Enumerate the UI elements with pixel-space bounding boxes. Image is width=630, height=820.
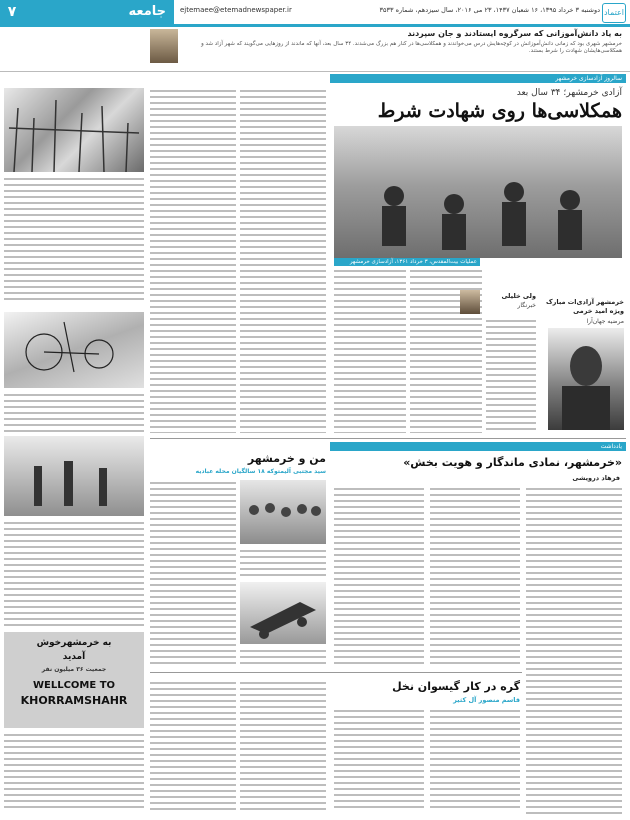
feature3-divider [150, 672, 522, 673]
wreck-sketch [4, 312, 144, 388]
feature3-column-d [430, 708, 520, 810]
profile-subtitle: ویژه امید خرمی [573, 307, 624, 315]
main-article-column-a [334, 268, 406, 433]
truck-photo [240, 582, 326, 644]
feature1-column-b [430, 486, 520, 666]
feature3-author: قاسم منصور آل کثیر [453, 696, 520, 704]
sign-line-4: WELLCOME TO [32, 680, 116, 691]
author-name: ولی خلیلی [501, 292, 536, 300]
author-role: خبرنگار [517, 302, 536, 309]
feature1-author: فرهاد درویشی [572, 474, 620, 482]
feature3-column-a [150, 680, 236, 810]
date-line: دوشنبه ۳ خرداد ۱۳۹۵، ۱۶ شعبان ۱۴۳۷، ۲۳ می ۲۰۱۶، سال سیزدهم، شماره ۳۵۳۳ [379, 6, 600, 14]
section-divider [150, 438, 626, 439]
feature2-subline: سید مجتبی آلیمتوکه ۱۸ سالگیان محله عبادیه [195, 468, 326, 475]
section-title: جامعه [24, 0, 174, 24]
feature2-column-a [150, 480, 236, 666]
feature3-column-c [334, 708, 424, 810]
author-column [486, 318, 536, 433]
sign-line-2: آمدید [62, 652, 86, 662]
crowd-sketch [240, 480, 326, 544]
sign-line-3: جمعیت ۳۶ میلیون نفر [41, 666, 107, 673]
profile-portrait [548, 328, 624, 430]
feature2-column-b [240, 548, 326, 578]
ruined-buildings-photo [4, 88, 144, 172]
teaser-box [0, 27, 630, 72]
page-header [0, 0, 630, 27]
sign-line-5: KHORRAMSHAHR [20, 694, 128, 707]
article-column-a [150, 88, 236, 433]
feature1-strip: یادداشت [330, 442, 626, 451]
soldiers-photo [4, 436, 144, 516]
ruins-sketch [4, 88, 144, 172]
profile-title: خرمشهر آزادی‌ات مبارک [546, 298, 624, 306]
teaser-portrait [150, 29, 178, 63]
main-kicker: آزادی خرمشهر؛ ۳۴ سال بعد [516, 88, 622, 98]
page-number: ۷ [0, 0, 24, 24]
left-text-column-3 [4, 520, 144, 628]
feature3-headline: گره در کار گیسوان نخل [392, 680, 520, 693]
main-headline: همکلاسی‌ها روی شهادت شرط [377, 100, 622, 122]
feature2-headline: من و خرمشهر [247, 452, 326, 465]
left-text-column-2 [4, 392, 144, 432]
profile-byline: مرضیه جهان‌آرا [586, 318, 624, 325]
main-photo-caption: عملیات بیت‌المقدس، ۳ خرداد ۱۳۶۱، آزادسازی خرمشهر [334, 258, 480, 266]
feature2-column-c [240, 648, 326, 666]
feature3-column-b [240, 680, 326, 810]
truck-sketch [240, 582, 326, 644]
crowd-photo [240, 480, 326, 544]
portrait-sketch [548, 328, 624, 430]
author-portrait [460, 290, 480, 314]
teaser-title: به یاد دانش‌آموزانی که سرگروه ایستادند و جان سپردند [407, 29, 622, 38]
students-sketch [334, 126, 622, 258]
soldiers-sketch [4, 436, 144, 516]
section-email[interactable]: ejtemaee@etemadnewspaper.ir [180, 6, 292, 14]
left-text-column [4, 176, 144, 304]
feature1-column-c [526, 486, 622, 816]
main-section-strip: سالروز آزادسازی خرمشهر [330, 74, 626, 83]
newspaper-logo: اعتماد [602, 3, 626, 23]
article-column-b [240, 88, 326, 433]
teaser-text: خرمشهر شهری بود که زمانی دانش‌آموزانش در کوچه‌هایش درس می‌خواندند و همکلاسی‌ها در کنار هم بزرگ می‌شدند. ۳۴ سال بعد، آنها که ماندند از روزهایی می‌گویند که شهر آزاد شد و همکلاسی‌هایشان شهادت را شرط بستند. [201, 41, 622, 54]
sign-line-1: به خرمشهرخوش [36, 638, 112, 648]
main-students-photo [334, 126, 622, 258]
bicycle-wreck-photo [4, 312, 144, 388]
feature1-column-a [334, 486, 424, 666]
feature1-headline: «خرمشهر، نمادی ماندگار و هویت بخش» [403, 456, 622, 469]
welcome-sign-photo [4, 632, 144, 728]
left-text-column-4 [4, 732, 144, 812]
